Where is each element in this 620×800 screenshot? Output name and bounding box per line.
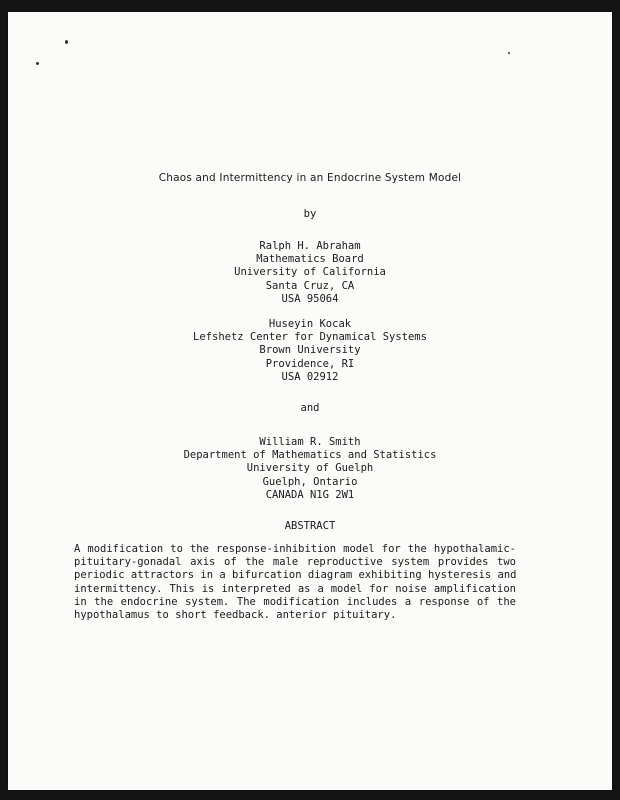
- author-affiliation-line: Mathematics Board: [256, 253, 364, 266]
- author-name: Ralph H. Abraham: [259, 240, 361, 252]
- author-affiliation-line: Providence, RI: [265, 357, 355, 370]
- author-affiliation-line: University of Guelph: [246, 462, 374, 475]
- author-affiliation-line: CANADA N1G 2W1: [265, 488, 355, 501]
- author-block-1: [8, 240, 612, 306]
- author-affiliation-line: USA 95064: [281, 292, 339, 305]
- author-affiliation-line: Lefshetz Center for Dynamical Systems: [193, 331, 427, 344]
- author-affiliation-line: Guelph, Ontario: [262, 475, 358, 488]
- document-title: Chaos and Intermittency in an Endocrine System Model: [158, 172, 462, 184]
- paper-speck: [36, 62, 39, 65]
- author-name: William R. Smith: [259, 436, 361, 448]
- author-name: Huseyin Kocak: [268, 318, 352, 330]
- by-label: by: [303, 208, 317, 220]
- abstract-line: intermittency. This is interpreted as a model for noise amplification: [74, 582, 516, 595]
- paper-speck: [508, 52, 510, 54]
- author-affiliation-line: Brown University: [259, 344, 361, 357]
- abstract-body: [74, 543, 516, 622]
- abstract-line: pituitary-gonadal axis of the male reproductive system provides two: [74, 556, 516, 569]
- author-affiliation-line: USA 02912: [281, 370, 339, 383]
- abstract-line: hypothalamus to short feedback. anterior pituitary.: [74, 609, 397, 622]
- author-block-2: [8, 318, 612, 384]
- document-page: [8, 12, 612, 790]
- paper-speck: [65, 40, 68, 44]
- abstract-line: in the endocrine system. The modification includes a response of the: [74, 595, 516, 608]
- author-affiliation-line: Santa Cruz, CA: [265, 279, 355, 292]
- abstract-heading: ABSTRACT: [284, 520, 336, 532]
- abstract-line: periodic attractors in a bifurcation diagram exhibiting hysteresis and: [74, 569, 517, 582]
- author-block-3: [8, 436, 612, 502]
- author-affiliation-line: Department of Mathematics and Statistics: [183, 449, 437, 462]
- abstract-line: A modification to the response-inhibition model for the hypothalamic-: [74, 543, 516, 555]
- author-affiliation-line: University of California: [234, 266, 386, 279]
- and-label: and: [300, 402, 320, 414]
